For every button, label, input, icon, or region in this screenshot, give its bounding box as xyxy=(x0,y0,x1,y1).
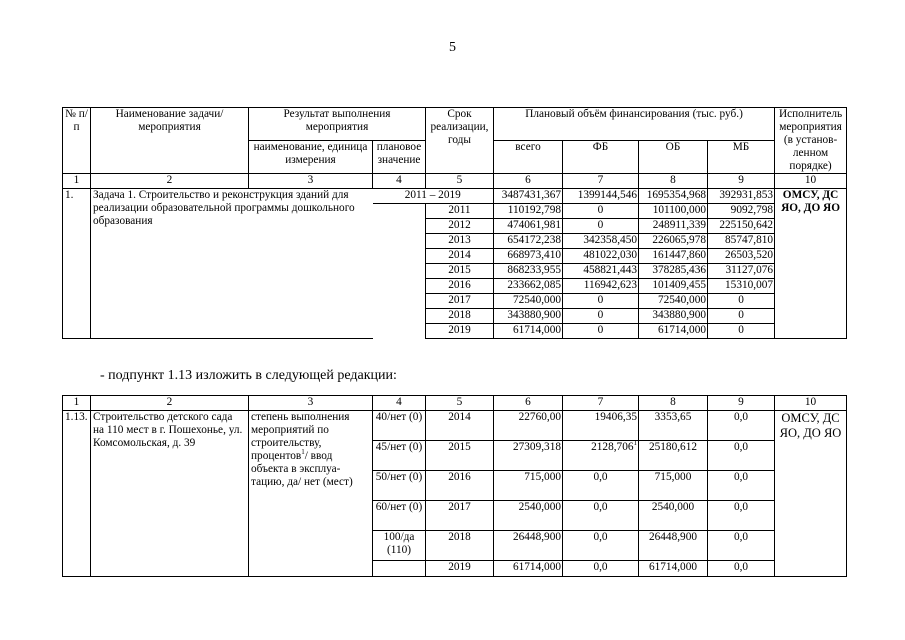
spacer-cell xyxy=(373,234,426,249)
year-cell: 2017 xyxy=(426,501,494,531)
planned-value: 60/нет (0) xyxy=(373,501,426,531)
subitem-table xyxy=(62,395,847,577)
row-number: 1.13. xyxy=(63,411,91,577)
value-mb: 0,0 xyxy=(708,531,775,561)
row-number: 1. xyxy=(63,189,91,339)
spacer-cell xyxy=(373,324,426,339)
col-number: 4 xyxy=(373,174,426,189)
spacer-cell xyxy=(373,249,426,264)
lead-text: - подпункт 1.13 изложить в следующей редакции: xyxy=(100,368,397,383)
header-num: № п/п xyxy=(63,108,91,174)
value-fb: 0 xyxy=(563,324,639,339)
year-cell: 2012 xyxy=(426,219,494,234)
footnote-mark: 1 xyxy=(633,440,637,448)
value-total: 27309,318 xyxy=(494,441,563,471)
value-mb: 0 xyxy=(708,309,775,324)
header-result-name: наименование, единица измерения xyxy=(249,141,373,174)
value-ob: 1695354,968 xyxy=(639,189,708,204)
planned-value: 100/да (110) xyxy=(373,531,426,561)
header-mb: МБ xyxy=(708,141,775,174)
year-cell: 2011 – 2019 xyxy=(373,189,494,204)
year-cell: 2014 xyxy=(426,411,494,441)
col-number: 3 xyxy=(249,174,373,189)
fb-value: 0,0 xyxy=(593,561,608,573)
value-total: 654172,238 xyxy=(494,234,563,249)
spacer-cell xyxy=(373,219,426,234)
year-cell: 2016 xyxy=(426,279,494,294)
value-fb: 481022,030 xyxy=(563,249,639,264)
task-name: Задача 1. Строительство и реконструкция зданий для реализации образовательной программы дошкольного образования xyxy=(91,189,373,339)
fb-value: 0,0 xyxy=(593,501,608,513)
value-total: 26448,900 xyxy=(494,531,563,561)
value-total: 668973,410 xyxy=(494,249,563,264)
value-fb xyxy=(563,531,639,561)
value-mb: 0,0 xyxy=(708,441,775,471)
col-number: 3 xyxy=(249,396,373,411)
value-mb: 0 xyxy=(708,294,775,309)
value-mb: 0,0 xyxy=(708,411,775,441)
object-name: Строительство детского сада на 110 мест в г. Пошехонье, ул. Комсомольская, д. 39 xyxy=(91,411,249,577)
executor: ОМСУ, ДС ЯО, ДО ЯО xyxy=(775,189,847,339)
spacer-cell xyxy=(373,279,426,294)
spacer-cell xyxy=(373,309,426,324)
year-cell: 2018 xyxy=(426,309,494,324)
planned-value: 50/нет (0) xyxy=(373,471,426,501)
col-number: 4 xyxy=(373,396,426,411)
value-fb: 0 xyxy=(563,219,639,234)
spacer-cell xyxy=(373,204,426,219)
col-number: 10 xyxy=(775,174,847,189)
value-ob: 161447,860 xyxy=(639,249,708,264)
value-ob: 378285,436 xyxy=(639,264,708,279)
value-total: 233662,085 xyxy=(494,279,563,294)
value-fb: 0 xyxy=(563,294,639,309)
header-result: Результат выполнения мероприятия xyxy=(249,108,426,141)
value-ob: 61714,000 xyxy=(639,561,708,577)
value-ob: 343880,900 xyxy=(639,309,708,324)
table-row xyxy=(63,189,847,204)
value-total: 61714,000 xyxy=(494,561,563,577)
year-cell: 2015 xyxy=(426,441,494,471)
value-mb: 0,0 xyxy=(708,471,775,501)
year-cell: 2019 xyxy=(426,324,494,339)
financing-table xyxy=(62,107,847,339)
year-cell: 2018 xyxy=(426,531,494,561)
result-text-b: / ввод объекта в эксплуа-тацию, да/ нет (мест) xyxy=(251,450,353,488)
fb-value: 19406,35 xyxy=(594,411,637,423)
value-fb xyxy=(563,501,639,531)
value-ob: 248911,339 xyxy=(639,219,708,234)
value-fb: 342358,450 xyxy=(563,234,639,249)
value-mb: 0 xyxy=(708,324,775,339)
value-total: 343880,900 xyxy=(494,309,563,324)
spacer-cell xyxy=(373,294,426,309)
value-ob: 715,000 xyxy=(639,471,708,501)
year-cell: 2017 xyxy=(426,294,494,309)
planned-value xyxy=(373,561,426,577)
header-result-value: плановое значение xyxy=(373,141,426,174)
value-fb: 0 xyxy=(563,309,639,324)
value-fb xyxy=(563,561,639,577)
col-number: 5 xyxy=(426,396,494,411)
value-total: 3487431,367 xyxy=(494,189,563,204)
value-ob: 226065,978 xyxy=(639,234,708,249)
value-mb: 31127,076 xyxy=(708,264,775,279)
footnote-mark: 1 xyxy=(301,448,305,457)
col-number: 6 xyxy=(494,396,563,411)
col-number: 8 xyxy=(639,174,708,189)
result-description xyxy=(249,411,373,577)
value-ob: 72540,000 xyxy=(639,294,708,309)
year-cell: 2013 xyxy=(426,234,494,249)
value-total: 110192,798 xyxy=(494,204,563,219)
header-task-name: Наименование задачи/мероприятия xyxy=(91,108,249,174)
year-cell: 2016 xyxy=(426,471,494,501)
col-number: 2 xyxy=(91,396,249,411)
value-ob: 101409,455 xyxy=(639,279,708,294)
value-mb: 85747,810 xyxy=(708,234,775,249)
value-mb: 225150,642 xyxy=(708,219,775,234)
value-total: 72540,000 xyxy=(494,294,563,309)
value-total: 715,000 xyxy=(494,471,563,501)
spacer-cell xyxy=(373,264,426,279)
value-fb xyxy=(563,411,639,441)
table-row xyxy=(63,411,847,441)
col-number: 10 xyxy=(775,396,847,411)
year-cell: 2011 xyxy=(426,204,494,219)
col-number: 7 xyxy=(563,396,639,411)
col-number: 5 xyxy=(426,174,494,189)
value-total: 22760,00 xyxy=(494,411,563,441)
planned-value: 40/нет (0) xyxy=(373,411,426,441)
value-mb: 15310,007 xyxy=(708,279,775,294)
executor: ОМСУ, ДС ЯО, ДО ЯО xyxy=(775,411,847,577)
value-ob: 3353,65 xyxy=(639,411,708,441)
year-cell: 2015 xyxy=(426,264,494,279)
value-fb: 116942,623 xyxy=(563,279,639,294)
fb-value: 2128,706 xyxy=(591,441,634,453)
value-ob: 26448,900 xyxy=(639,531,708,561)
value-fb: 458821,443 xyxy=(563,264,639,279)
value-total: 61714,000 xyxy=(494,324,563,339)
value-ob: 61714,000 xyxy=(639,324,708,339)
year-cell: 2014 xyxy=(426,249,494,264)
value-mb: 392931,853 xyxy=(708,189,775,204)
fb-value: 0,0 xyxy=(593,471,608,483)
result-text-a: степень выполнения мероприятий по строительству, процентов xyxy=(251,411,350,462)
value-ob: 25180,612 xyxy=(639,441,708,471)
value-mb: 26503,520 xyxy=(708,249,775,264)
year-cell: 2019 xyxy=(426,561,494,577)
value-fb xyxy=(563,441,639,471)
value-ob: 2540,000 xyxy=(639,501,708,531)
page-number: 5 xyxy=(449,40,456,55)
col-number: 7 xyxy=(563,174,639,189)
value-mb: 9092,798 xyxy=(708,204,775,219)
header-executor: Исполнитель мероприятия (в установ-ленном порядке) xyxy=(775,108,847,174)
col-number: 1 xyxy=(63,396,91,411)
col-number: 6 xyxy=(494,174,563,189)
value-total: 868233,955 xyxy=(494,264,563,279)
value-ob: 101100,000 xyxy=(639,204,708,219)
col-number: 9 xyxy=(708,174,775,189)
header-fb: ФБ xyxy=(563,141,639,174)
fb-value: 0,0 xyxy=(593,531,608,543)
value-total: 2540,000 xyxy=(494,501,563,531)
value-fb: 1399144,546 xyxy=(563,189,639,204)
planned-value: 45/нет (0) xyxy=(373,441,426,471)
value-mb: 0,0 xyxy=(708,561,775,577)
header-finance: Плановый объём финансирования (тыс. руб.) xyxy=(494,108,775,141)
col-number: 8 xyxy=(639,396,708,411)
value-mb: 0,0 xyxy=(708,501,775,531)
header-term: Срок реализации, годы xyxy=(426,108,494,174)
header-total: всего xyxy=(494,141,563,174)
value-fb xyxy=(563,471,639,501)
col-number: 2 xyxy=(91,174,249,189)
value-fb: 0 xyxy=(563,204,639,219)
header-ob: ОБ xyxy=(639,141,708,174)
value-total: 474061,981 xyxy=(494,219,563,234)
col-number: 1 xyxy=(63,174,91,189)
col-number: 9 xyxy=(708,396,775,411)
